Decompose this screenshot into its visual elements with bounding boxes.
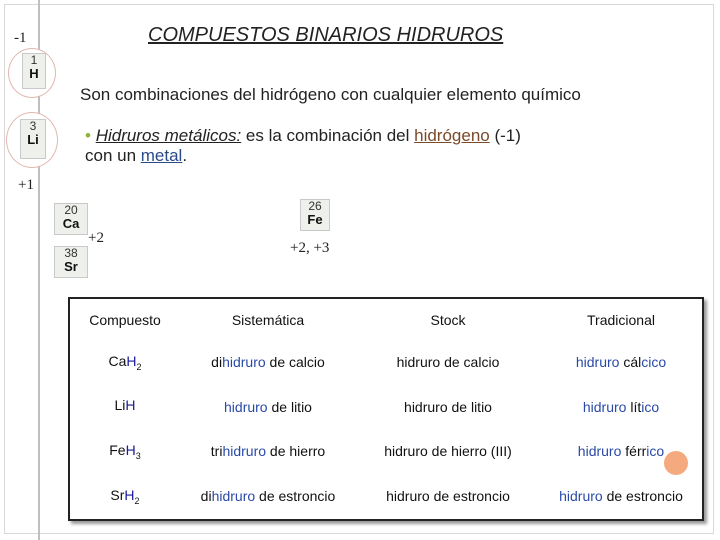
tile-number: 38 xyxy=(64,246,78,260)
root: cál xyxy=(619,354,642,371)
hydride-word: hidruro xyxy=(222,354,266,371)
header-cell: Compuesto xyxy=(89,311,161,328)
tile-number: 3 xyxy=(29,119,37,133)
oxidation-plus-one: +1 xyxy=(18,177,34,193)
tile-symbol: Ca xyxy=(62,216,80,231)
suffix: de hierro xyxy=(266,443,326,460)
table-header-row xyxy=(69,298,703,340)
definition-term: Hidruros metálicos: xyxy=(95,126,242,145)
systematic-cell xyxy=(180,429,356,473)
oxidation-minus-one: -1 xyxy=(14,30,27,46)
definition-text: . xyxy=(182,146,188,165)
table-row xyxy=(69,340,703,384)
systematic-cell xyxy=(180,473,356,520)
formula-subscript: 3 xyxy=(135,450,141,461)
systematic-cell xyxy=(180,384,356,428)
tile-symbol: Fe xyxy=(307,212,323,227)
ending: ico xyxy=(646,443,665,460)
formula-metal: Sr xyxy=(110,486,125,503)
formula-cell xyxy=(69,429,180,473)
formula-subscript: 2 xyxy=(136,361,142,372)
formula-cell xyxy=(69,340,180,384)
formula-hydrogen: H xyxy=(125,397,136,414)
stock-cell: hidruro de litio xyxy=(404,398,492,415)
ending: ico xyxy=(641,398,660,415)
ending: cico xyxy=(641,354,667,371)
hydride-word: hidruro xyxy=(559,488,603,505)
decorative-dot-icon xyxy=(664,451,688,475)
tile-hydrogen xyxy=(22,53,46,89)
tile-number: 1 xyxy=(30,53,38,67)
tile-strontium xyxy=(54,246,88,278)
traditional-cell xyxy=(540,473,703,520)
page-title: COMPUESTOS BINARIOS HIDRUROS xyxy=(148,24,504,46)
root: de estroncio xyxy=(602,488,683,505)
subtitle: Son combinaciones del hidrógeno con cualquier elemento químico xyxy=(80,85,581,104)
hydride-table xyxy=(68,297,704,521)
formula-hydrogen: H xyxy=(126,352,137,369)
formula-metal: Ca xyxy=(108,352,127,369)
traditional-cell xyxy=(540,384,703,428)
hydride-word: hidruro xyxy=(222,443,267,460)
suffix: de estroncio xyxy=(255,488,336,505)
hydride-word: hidruro xyxy=(577,443,622,460)
table-row xyxy=(69,429,703,473)
formula-hydrogen: H xyxy=(124,486,135,503)
root: férr xyxy=(621,443,647,460)
tile-number: 26 xyxy=(308,199,322,213)
tile-iron xyxy=(300,199,330,231)
tile-number: 20 xyxy=(64,203,78,217)
oxidation-group2: +2 xyxy=(88,230,104,246)
formula-metal: Fe xyxy=(109,441,126,458)
bullet-dot-icon: • xyxy=(85,126,91,145)
definition-text: es la combinación del xyxy=(241,126,415,145)
header-cell: Stock xyxy=(430,311,466,328)
traditional-cell xyxy=(540,340,703,384)
suffix: de litio xyxy=(267,398,312,415)
hydride-word: hidruro xyxy=(211,488,256,505)
table-row xyxy=(69,473,703,520)
tile-symbol: Sr xyxy=(64,259,78,274)
systematic-cell xyxy=(180,340,356,384)
stock-cell: hidruro de hierro (III) xyxy=(384,443,512,460)
tile-lithium xyxy=(20,119,46,159)
header-cell: Tradicional xyxy=(587,311,655,328)
stock-cell: hidruro de estroncio xyxy=(386,488,510,505)
root: lít xyxy=(626,398,642,415)
hydride-word: hidruro xyxy=(582,398,627,415)
metal-link[interactable]: metal xyxy=(140,146,183,165)
formula-metal: Li xyxy=(114,397,126,414)
hydride-word: hidruro xyxy=(224,398,268,415)
definition-text: (-1) xyxy=(489,126,521,145)
formula-cell xyxy=(69,384,180,428)
prefix: di xyxy=(200,488,212,505)
formula-subscript: 2 xyxy=(134,495,140,506)
header-cell: Sistemática xyxy=(231,311,305,328)
tile-calcium xyxy=(54,203,88,235)
hydride-word: hidruro xyxy=(575,354,620,371)
tile-symbol: Li xyxy=(27,132,39,147)
prefix: tri xyxy=(210,443,223,460)
suffix: de calcio xyxy=(265,354,325,371)
tile-symbol: H xyxy=(29,66,39,81)
oxidation-iron: +2, +3 xyxy=(290,240,330,256)
prefix: di xyxy=(211,354,223,371)
formula-hydrogen: H xyxy=(125,441,136,458)
stock-cell: hidruro de calcio xyxy=(396,354,500,371)
formula-cell xyxy=(69,473,180,520)
table-row xyxy=(69,384,703,428)
definition-text: con un xyxy=(85,146,141,165)
hydrogen-link[interactable]: hidrógeno xyxy=(414,126,490,145)
definition-bullet xyxy=(85,126,521,166)
